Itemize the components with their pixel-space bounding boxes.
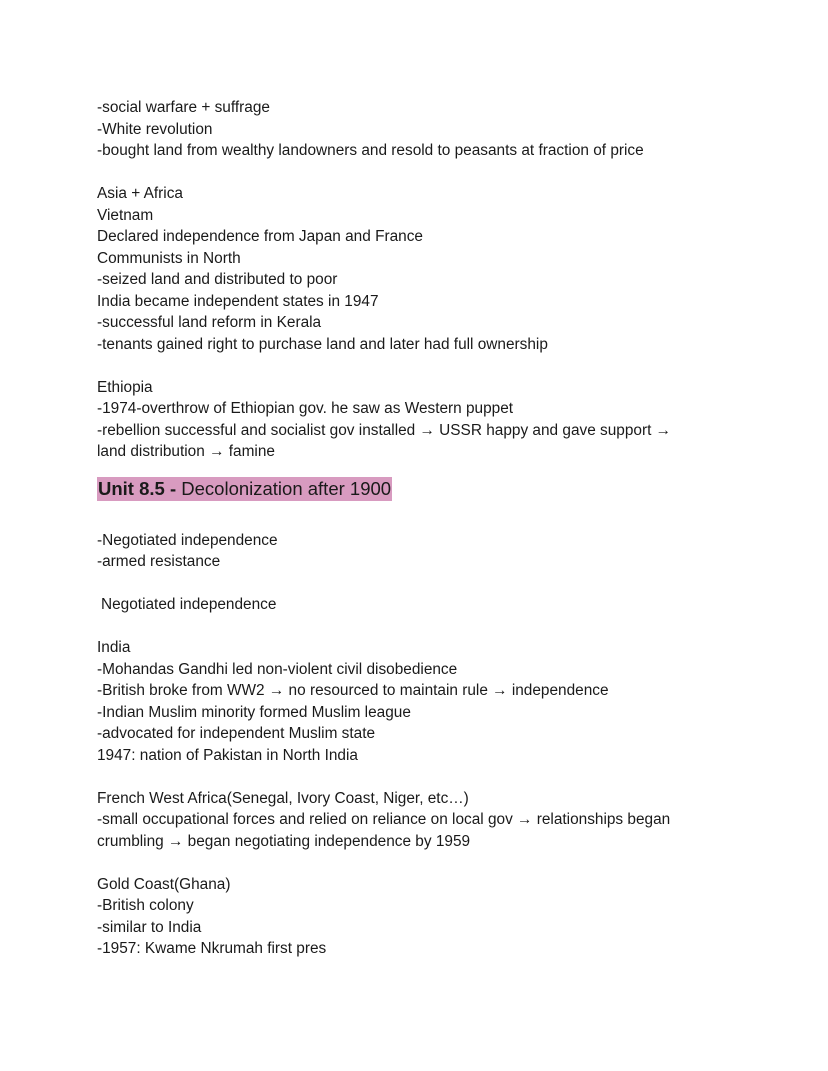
- text-line: -armed resistance: [97, 553, 221, 570]
- heading-unit-number: Unit 8.5 -: [98, 477, 182, 499]
- text-line: -small occupational forces and relied on reliance on local gov → relationships began: [97, 811, 671, 828]
- text-line: -seized land and distributed to poor: [97, 271, 338, 288]
- text-line: -White revolution: [97, 120, 213, 138]
- paragraph-gap: [97, 501, 737, 530]
- heading-title: Decolonization after 1900: [181, 477, 392, 499]
- paragraph-gap: [97, 766, 737, 788]
- text-line: -advocated for independent Muslim state: [97, 725, 376, 742]
- text-line: -Indian Muslim minority formed Muslim league: [97, 703, 411, 721]
- text-block-methods: [97, 530, 737, 573]
- paragraph-gap: [97, 852, 737, 874]
- text-line: -successful land reform in Kerala: [97, 314, 322, 331]
- text-line: crumbling → began negotiating independence by 1959: [97, 832, 471, 850]
- text-line: Ethiopia: [97, 378, 153, 396]
- text-line: India became independent states in 1947: [97, 292, 379, 310]
- text-line: -British broke from WW2 → no resourced to maintain rule → independence: [97, 682, 609, 699]
- text-line: Communists in North: [97, 249, 241, 267]
- text-line: Vietnam: [97, 206, 154, 224]
- section-heading: [97, 477, 392, 501]
- subheading: Negotiated independence: [101, 596, 277, 613]
- paragraph-gap: [97, 616, 737, 638]
- text-line: India: [97, 639, 131, 656]
- text-block-iran-reforms: [97, 97, 737, 162]
- text-line: -bought land from wealthy landowners and resold to peasants at fraction of price: [97, 142, 644, 159]
- text-line: -1957: Kwame Nkrumah first pres: [97, 940, 327, 957]
- text-line: -rebellion successful and socialist gov installed → USSR happy and gave support →: [97, 421, 672, 439]
- text-block-india: [97, 637, 737, 766]
- text-line: -British colony: [97, 897, 194, 914]
- text-line: 1947: nation of Pakistan in North India: [97, 746, 358, 764]
- text-line: Gold Coast(Ghana): [97, 875, 231, 893]
- text-line: -social warfare + suffrage: [97, 99, 270, 116]
- text-line: -similar to India: [97, 918, 202, 936]
- text-line: French West Africa(Senegal, Ivory Coast, Niger, etc…): [97, 789, 469, 807]
- text-line: land distribution → famine: [97, 443, 275, 460]
- text-block-asia-africa: [97, 183, 737, 355]
- text-line: Declared independence from Japan and France: [97, 228, 423, 245]
- text-line: -Mohandas Gandhi led non-violent civil disobedience: [97, 660, 458, 678]
- text-block-french-west-africa: [97, 788, 737, 853]
- paragraph-gap: [97, 355, 737, 377]
- text-line: -tenants gained right to purchase land and later had full ownership: [97, 335, 548, 353]
- document-page: [97, 97, 737, 960]
- paragraph-gap: [97, 573, 737, 595]
- paragraph-gap: [97, 463, 737, 475]
- paragraph-gap: [97, 162, 737, 184]
- text-line: -Negotiated independence: [97, 531, 278, 549]
- text-line: -1974-overthrow of Ethiopian gov. he saw as Western puppet: [97, 400, 514, 417]
- text-block-ethiopia: [97, 377, 737, 463]
- text-line: Asia + Africa: [97, 185, 183, 202]
- text-block-gold-coast: [97, 874, 737, 960]
